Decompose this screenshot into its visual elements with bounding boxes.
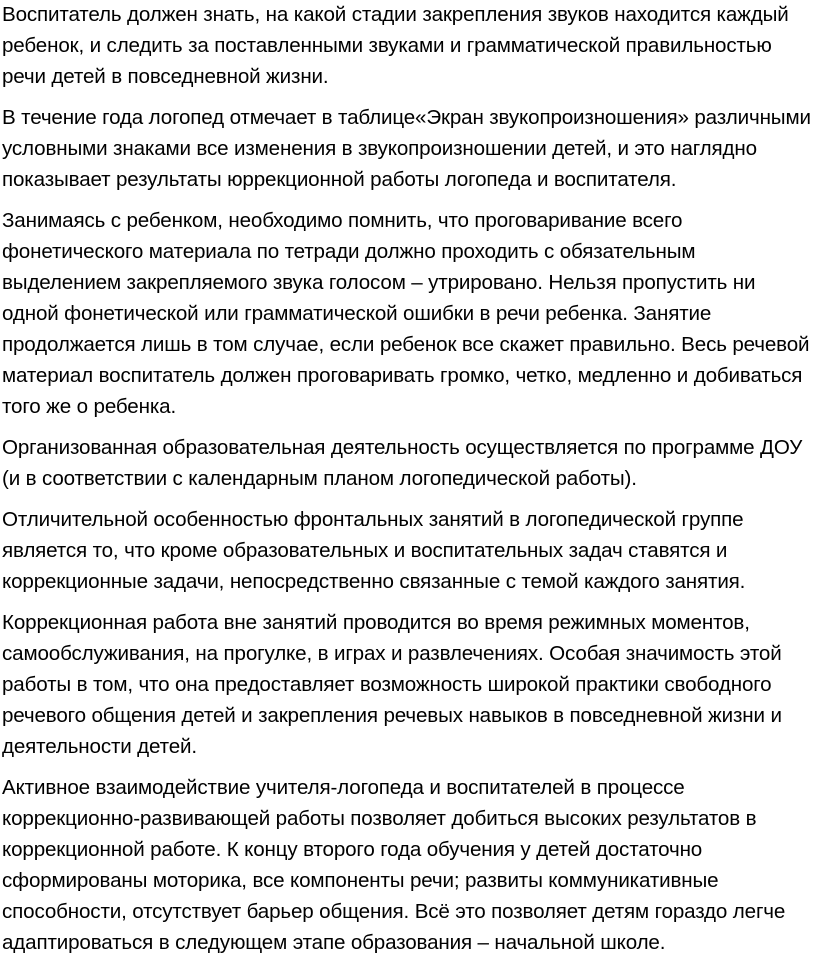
- paragraph-frontal-lessons: Отличительной особенностью фронтальных занятий в логопедической группе является то, что кроме образовательных и воспитательных задач ставятся и коррекционные задачи, непосредственно связанные с темой каждого занятия.: [2, 508, 746, 593]
- paragraph-sound-screen: В течение года логопед отмечает в таблице«Экран звукопроизношения» различными условными знаками все изменения в звукопроизношении детей, и это наглядно показывает результаты юррекционной работы логопеда и воспитателя.: [2, 106, 811, 191]
- paragraph-active-interaction: Активное взаимодействие учителя-логопеда и воспитателей в процессе коррекционно-развивающей работы позволяет добиться высоких результатов в коррекционной работе. К концу второго года обучения у детей достаточно сформированы моторика, все компоненты речи; развиты коммуникативные способности, отсутствует барьер общения. Всё это позволяет детям гораздо легче адаптироваться в следующем этапе образования – начальной школе.: [2, 776, 786, 954]
- paragraph-organized-activity: Организованная образовательная деятельность осуществляется по программе ДОУ (и в соответствии с календарным планом логопедической работы).: [2, 436, 803, 490]
- paragraph-working-with-child: Занимаясь с ребенком, необходимо помнить, что проговаривание всего фонетического материала по тетради должно проходить с обязательным выделением закрепляемого звука голосом – утрировано. Нельзя пропустить ни одной фонетической или грамматической ошибки в речи ребенка. Занятие продолжается лишь в том случае, если ребенок все скажет правильно. Весь речевой материал воспитатель должен проговаривать громко, четко, медленно и добиваться того же о ребенка.: [2, 209, 810, 418]
- paragraph-correction-outside-lessons: Коррекционная работа вне занятий проводится во время режимных моментов, самообслуживания, на прогулке, в играх и развлечениях. Особая значимость этой работы в том, что она предоставляет возможность широкой практики свободного речевого общения детей и закрепления речевых навыков в повседневной жизни и деятельности детей.: [2, 611, 782, 758]
- paragraph-teacher-knowledge: Воспитатель должен знать, на какой стадии закрепления звуков находится каждый ребенок, и следить за поставленными звуками и грамматической правильностью речи детей в повседневной жизни.: [2, 3, 789, 88]
